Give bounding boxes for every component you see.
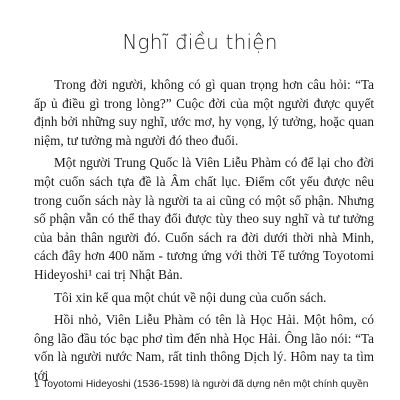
paragraph-2: Một người Trung Quốc là Viên Liễu Phàm có để lại cho đời một cuốn sách tựa đề là Âm chất lục. Điểm cốt yếu được nêu trong cuốn sách này là người ta ai cũng có một số phận. Nhưng số phận vẫn có thể thay đổi được tùy theo suy nghĩ và tư tưởng của bản thân người đó. Cuốn sách ra đời dưới thời nhà Minh, cách đây hơn 400 năm - tương ứng với thời Tể tướng Toyotomi Hideyoshi¹ cai trị Nhật Bản. xyxy=(34,155,374,282)
paragraph-4: Hồi nhỏ, Viên Liễu Phàm có tên là Học Hải. Một hôm, có ông lão đầu tóc bạc phơ tìm đến nhà Học Hải. Ông lão nói: “Ta vốn là người nước Nam, rất tinh thông Dịch lý. Hôm nay ta tìm tới xyxy=(34,312,374,383)
paragraph-3: Tôi xin kể qua một chút về nội dung của cuốn sách. xyxy=(54,289,327,305)
footnote: 1 Toyotomi Hideyoshi (1536-1598) là người đã dựng nên một chính quyền xyxy=(34,379,369,390)
chapter-title: Nghĩ điều thiện xyxy=(122,30,278,54)
body-text xyxy=(34,76,374,386)
paragraph-1: Trong đời người, không có gì quan trọng hơn câu hỏi: “Ta ấp ủ điều gì trong lòng?” Cuộc đời của một người được quyết định bởi những suy nghĩ, ước mơ, hy vọng, lý tưởng, hoặc quan niệm, tư tưởng mà người đó theo đuổi. xyxy=(34,77,374,148)
